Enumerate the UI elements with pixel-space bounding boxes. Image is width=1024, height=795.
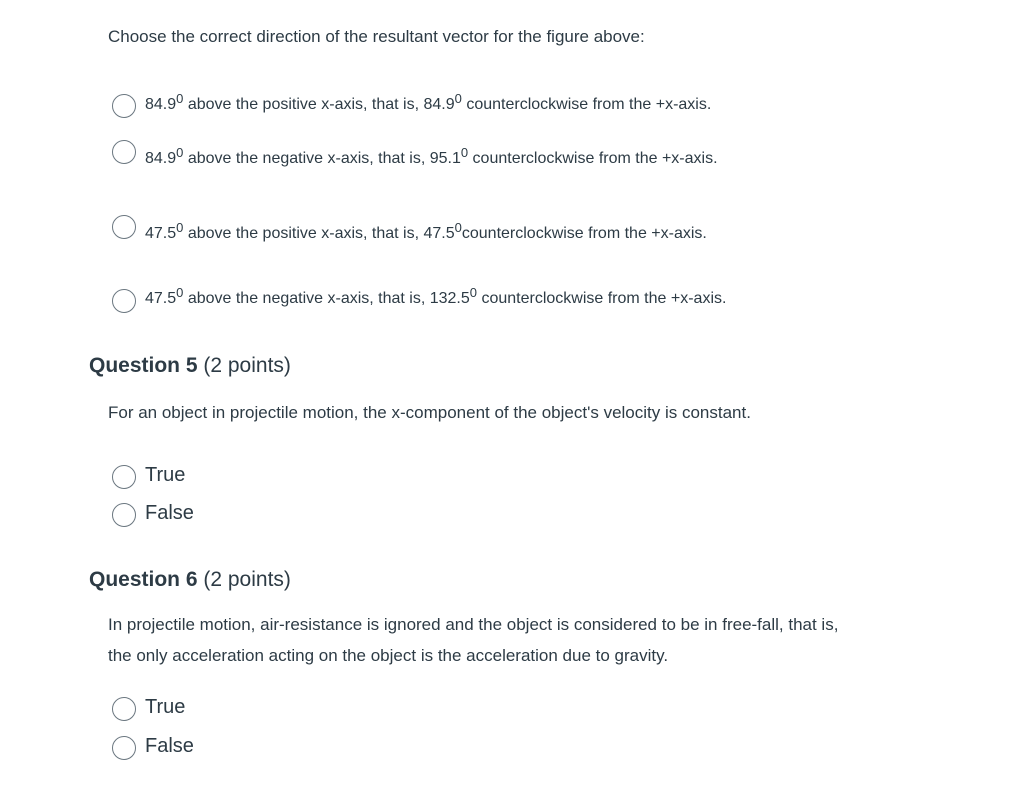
q4-option-3-radio[interactable] — [112, 215, 136, 239]
q4-option-4-label[interactable]: 47.5$^0$ above the negative x-axis, that is, 132.5$^0$ counterclockwise from the +x-axis. — [145, 285, 727, 307]
q5-prompt: For an object in projectile motion, the x-component of the object's velocity is constant. — [108, 403, 751, 422]
q6-false-label[interactable]: False — [145, 735, 194, 757]
q6-title: Question 6 (2 points) — [89, 568, 291, 591]
q5-title: Question 5 (2 points) — [89, 354, 291, 377]
q4-option-2-radio[interactable] — [112, 140, 136, 164]
q5-true-label[interactable]: True — [145, 464, 186, 486]
q5-false-label[interactable]: False — [145, 502, 194, 524]
q6-prompt-line-1: In projectile motion, air-resistance is ignored and the object is considered to be in free-fall, that is, — [108, 615, 839, 634]
q4-option-2-label[interactable]: 84.9$^0$ above the negative x-axis, that is, 95.1$^0$ counterclockwise from the +x-axis. — [145, 145, 718, 167]
q5-false-radio[interactable] — [112, 503, 136, 527]
q6-false-radio[interactable] — [112, 736, 136, 760]
q4-option-1-label[interactable]: 84.9$^0$ above the positive x-axis, that is, 84.9$^0$ counterclockwise from the +x-axis. — [145, 91, 712, 113]
q4-option-1-radio[interactable] — [112, 94, 136, 118]
q6-true-label[interactable]: True — [145, 696, 186, 718]
q6-prompt-line-2: the only acceleration acting on the object is the acceleration due to gravity. — [108, 646, 669, 665]
q4-prompt: Choose the correct direction of the resultant vector for the figure above: — [108, 27, 645, 46]
q4-option-4-radio[interactable] — [112, 289, 136, 313]
q5-true-radio[interactable] — [112, 465, 136, 489]
q4-option-3-label[interactable]: 47.5$^0$ above the positive x-axis, that is, 47.5$^0$counterclockwise from the +x-axis. — [145, 220, 707, 242]
q6-true-radio[interactable] — [112, 697, 136, 721]
